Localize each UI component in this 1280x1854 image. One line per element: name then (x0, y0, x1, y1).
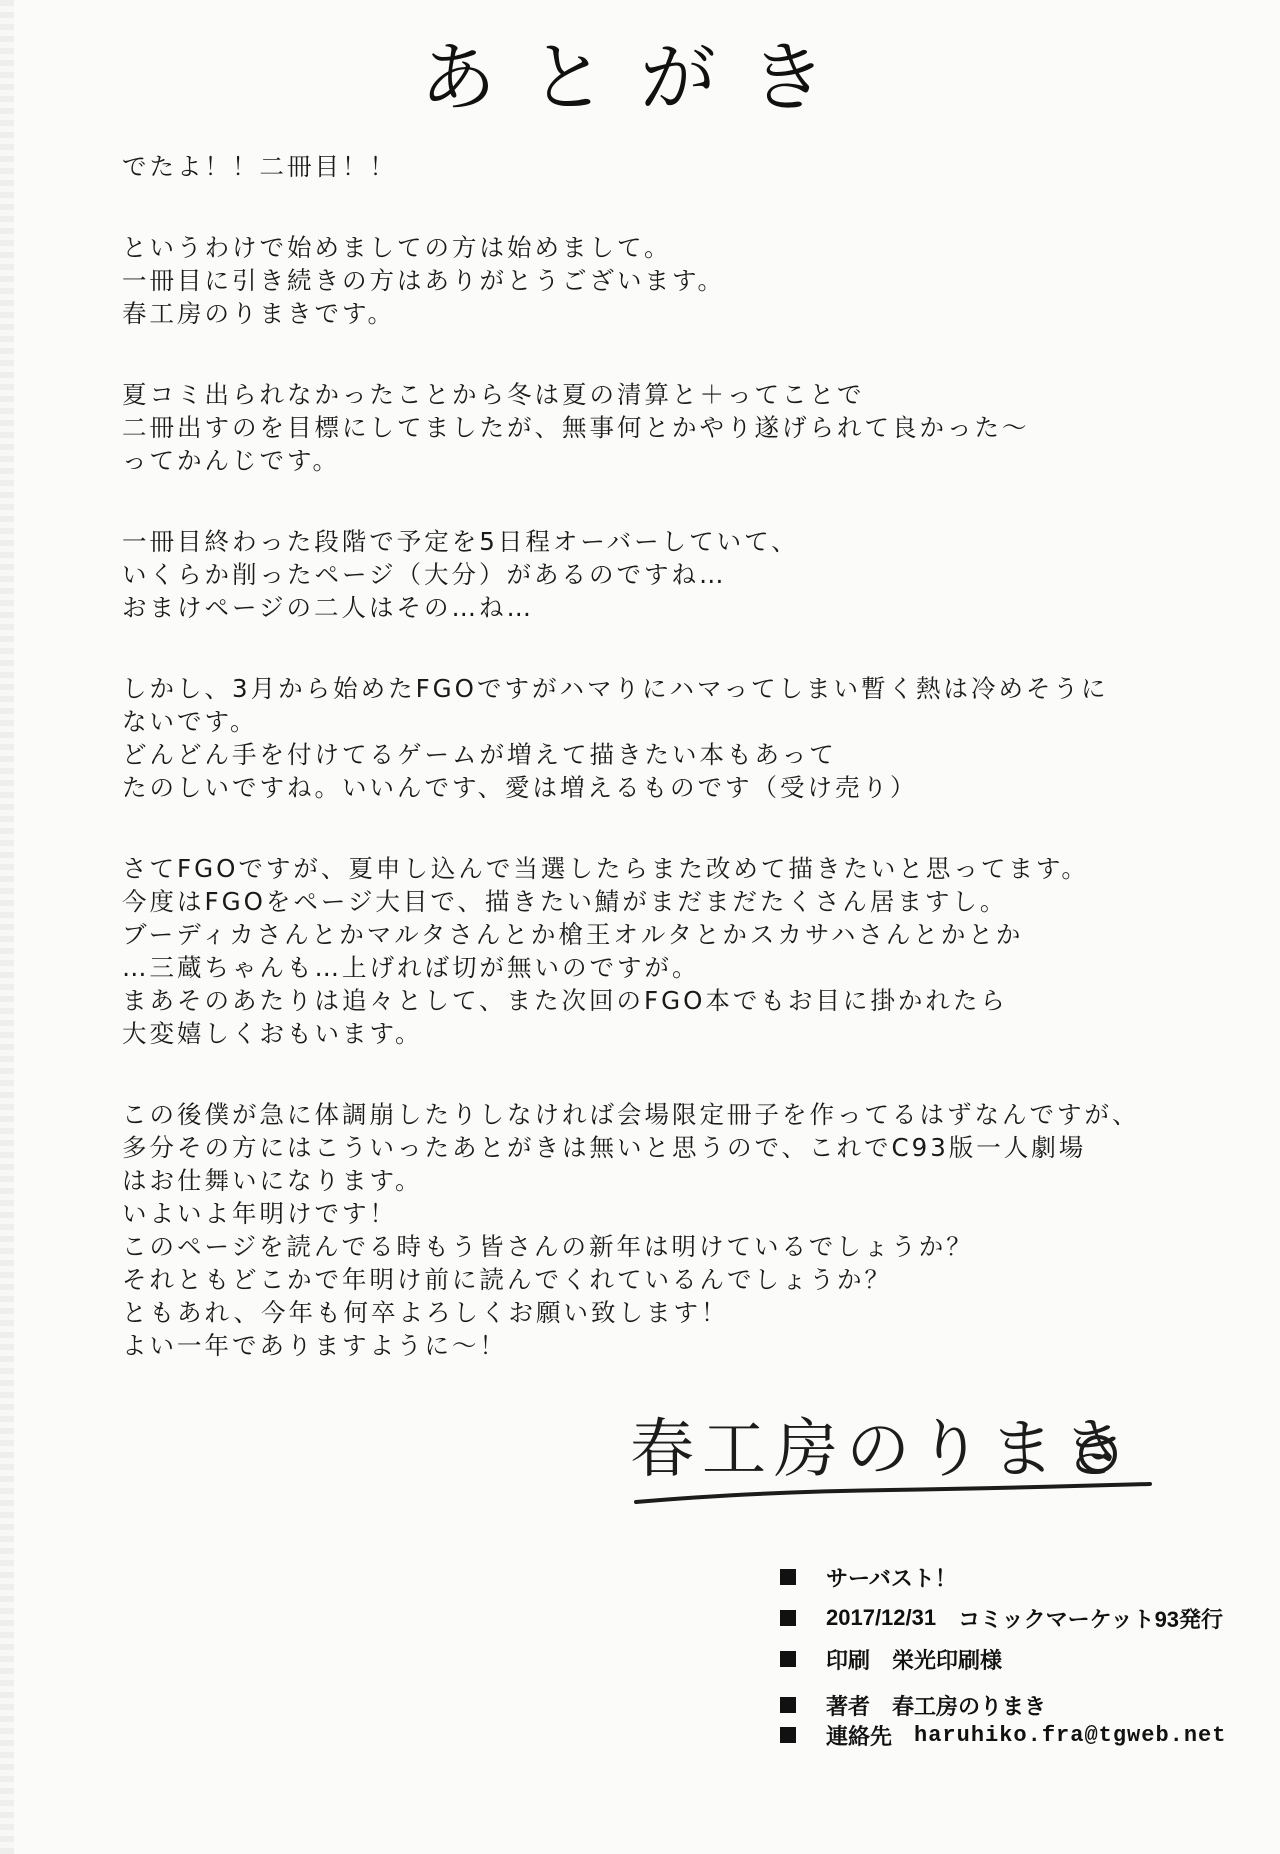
paragraph (122, 150, 1232, 183)
text-line: 多分その方にはこういったあとがきは無いと思うので、これでC93版一人劇場 (122, 1133, 1087, 1162)
text-line: どんどん手を付けてるゲームが増えて描きたい本もあって (122, 740, 837, 769)
publish-event: コミックマーケット93発行 (958, 1606, 1224, 1632)
printer-label: 印刷 (826, 1647, 871, 1673)
colophon-title-row (780, 1560, 1260, 1594)
colophon (780, 1560, 1260, 1750)
handwritten-signature (630, 1410, 1170, 1520)
text-line: いよいよ年明けです！ (122, 1199, 397, 1228)
square-bullet-icon (780, 1651, 796, 1667)
author-label: 著者 (826, 1693, 871, 1719)
paragraph (122, 852, 1232, 1050)
text-line: …三蔵ちゃんも…上げれば切が無いのですが。 (122, 953, 700, 982)
book-title: サーバスト！ (826, 1565, 957, 1591)
author-value: 春工房のりまき (892, 1693, 1047, 1719)
publish-date: 2017/12/31 (826, 1605, 937, 1630)
text-line: たのしいですね。いいんです、愛は増えるものです（受け売り） (122, 773, 918, 802)
colophon-author-row (780, 1690, 1260, 1720)
text-line: まあそのあたりは追々として、また次回のFGO本でもお目に掛かれたら (122, 986, 1008, 1015)
text-line: ともあれ、今年も何卒よろしくお願い致します！ (122, 1298, 729, 1327)
text-line: はお仕舞いになります。 (122, 1166, 423, 1195)
text-line: ないです。 (122, 707, 258, 736)
square-bullet-icon (780, 1610, 796, 1626)
page-title: あとがき (420, 33, 860, 122)
signature-text: 春工房のりまき (630, 1413, 1134, 1487)
text-line: でたよ！！二冊目！！ (122, 152, 397, 181)
text-line: というわけで始めましての方は始めまして。 (122, 233, 672, 262)
text-line: よい一年でありますように〜！ (122, 1331, 507, 1360)
square-bullet-icon (780, 1727, 796, 1743)
binding-edge (0, 0, 14, 1854)
colophon-printer-row (780, 1642, 1260, 1676)
colophon-contact-row (780, 1720, 1260, 1750)
text-line: ブーディカさんとかマルタさんとか槍王オルタとかスカサハさんとかとか (122, 920, 1024, 949)
text-line: 大変嬉しくおもいます。 (122, 1019, 423, 1048)
text-line: ってかんじです。 (122, 446, 341, 475)
text-line: 一冊目終わった段階で予定を5日程オーバーしていて、 (122, 527, 799, 556)
text-line: しかし、3月から始めたFGOですがハマりにハマってしまい暫く熱は冷めそうに (122, 674, 1109, 703)
text-line: このページを読んでる時もう皆さんの新年は明けているでしょうか？ (122, 1232, 974, 1261)
afterword-body (122, 150, 1232, 1410)
paragraph (122, 525, 1232, 624)
paragraph (122, 1098, 1232, 1362)
text-line: おまけページの二人はその…ね… (122, 593, 535, 622)
text-line: いくらか削ったページ（大分）があるのですね… (122, 560, 727, 589)
text-line: それともどこかで年明け前に読んでくれているんでしょうか？ (122, 1265, 892, 1294)
contact-label: 連絡先 (826, 1723, 893, 1749)
signature-swirl-icon (630, 1410, 1170, 1520)
text-line: さてFGOですが、夏申し込んで当選したらまた改めて描きたいと思ってます。 (122, 854, 1089, 883)
paragraph (122, 231, 1232, 330)
text-line: 二冊出すのを目標にしてましたが、無事何とかやり遂げられて良かった〜 (122, 413, 1030, 442)
contact-email: haruhiko.fra@tgweb.net (914, 1722, 1227, 1748)
paragraph (122, 378, 1232, 477)
colophon-date-row (780, 1601, 1260, 1635)
printer-value: 栄光印刷様 (892, 1647, 1003, 1673)
text-line: この後僕が急に体調崩したりしなければ会場限定冊子を作ってるはずなんですが、 (122, 1100, 1140, 1129)
text-line: 春工房のりまきです。 (122, 299, 396, 328)
text-line: 今度はFGOをページ大目で、描きたい鯖がまだまだたくさん居ますし。 (122, 887, 1008, 916)
square-bullet-icon (780, 1697, 796, 1713)
paragraph (122, 672, 1232, 804)
text-line: 一冊目に引き続きの方はありがとうございます。 (122, 266, 726, 295)
text-line: 夏コミ出られなかったことから冬は夏の清算と＋ってことで (122, 380, 865, 409)
square-bullet-icon (780, 1569, 796, 1585)
